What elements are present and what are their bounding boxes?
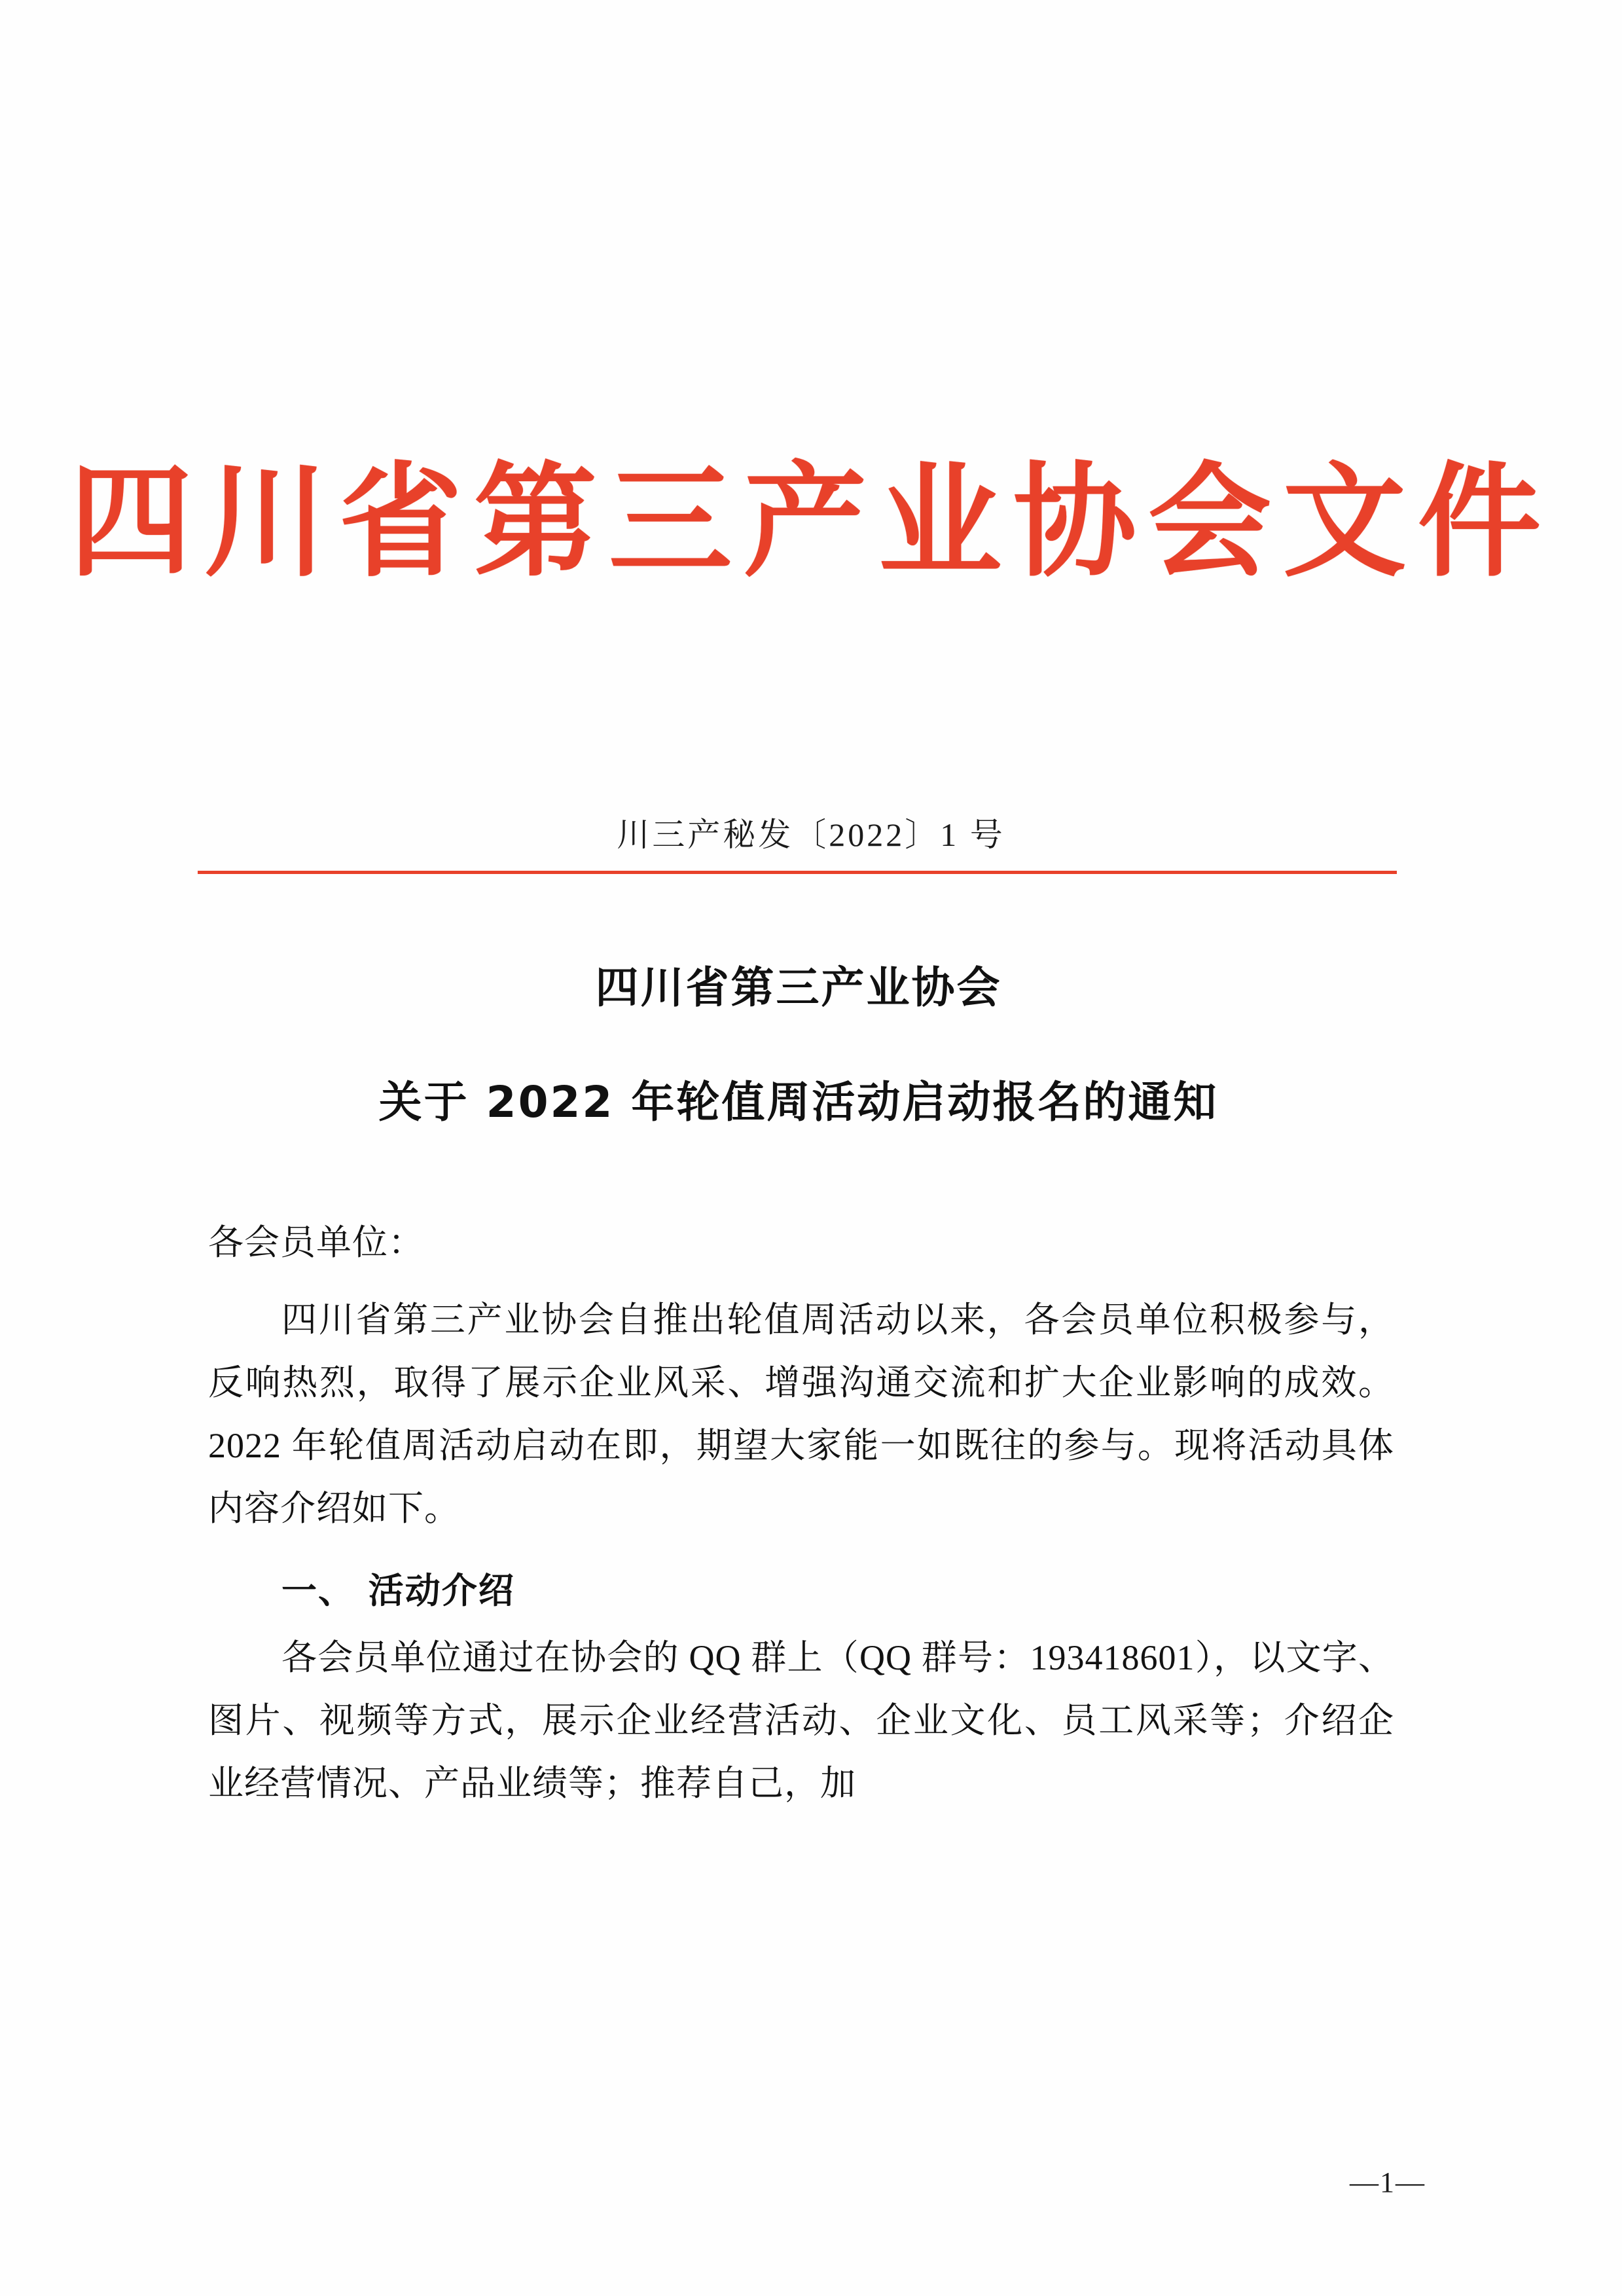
body-paragraph-2: 各会员单位通过在协会的 QQ 群上（QQ 群号：193418601），以文字、图片、视频等方式，展示企业经营活动、企业文化、员工风采等；介绍企业经营情况、产品业绩等；推荐自己，加 [208, 1638, 1394, 1803]
section-heading-1: 一、 活动介绍 [281, 1570, 515, 1611]
document-masthead-title: 四川省第三产业协会文件 [69, 454, 1553, 591]
page-number: —1— [1350, 2166, 1426, 2198]
document-number: 川三产秘发〔2022〕1 号 [617, 816, 1005, 853]
page-title-line-2: 关于 2022 年轮值周活动启动报名的通知 [378, 1077, 1219, 1127]
document-body [208, 1211, 1394, 1819]
page-title-line-1: 四川省第三产业协会 [595, 962, 1002, 1013]
red-divider-rule [198, 871, 1397, 874]
body-paragraph-1: 四川省第三产业协会自推出轮值周活动以来，各会员单位积极参与，反响热烈，取得了展示企业风采、增强沟通交流和扩大企业影响的成效。2022 年轮值周活动启动在即，期望大家能一如既往的参与。现将活动具体内容介绍如下。 [208, 1300, 1394, 1528]
salutation: 各会员单位： [208, 1223, 424, 1262]
